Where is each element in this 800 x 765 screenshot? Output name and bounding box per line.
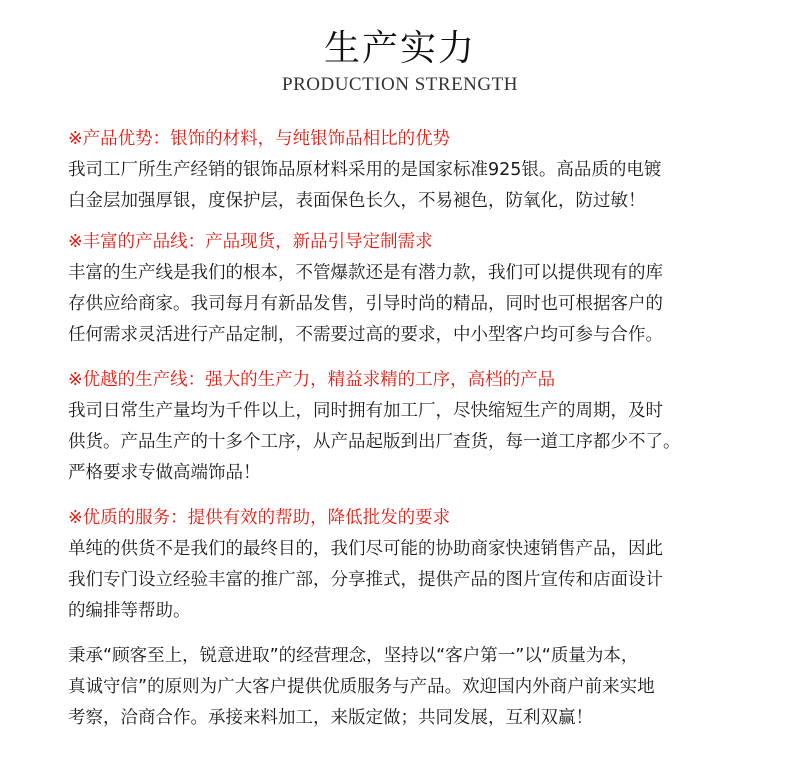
closing-line: 真诚守信”的原则为广大客户提供优质服务与产品。欢迎国内外商户前来实地 xyxy=(68,677,655,697)
closing-line: 秉承“顾客至上，锐意进取”的经营理念，坚持以“客户第一”以“质量为本， xyxy=(68,646,639,666)
section-heading: ※优质的服务：提供有效的帮助，降低批发的要求 xyxy=(68,508,451,528)
section-service xyxy=(68,503,758,627)
closing-line: 考察，洽商合作。承接来料加工，来版定做；共同发展，互利双赢！ xyxy=(68,708,593,728)
section-product-advantage xyxy=(68,124,758,217)
section-heading: ※优越的生产线：强大的生产力，精益求精的工序，高档的产品 xyxy=(68,370,556,390)
body-line: 我司日常生产量均为千件以上，同时拥有加工厂，尽快缩短生产的周期，及时 xyxy=(68,401,663,421)
closing-statement xyxy=(68,641,768,734)
page-subtitle: PRODUCTION STRENGTH xyxy=(282,74,518,95)
body-line: 我们专门设立经验丰富的推广部，分享推式，提供产品的图片宣传和店面设计 xyxy=(68,570,663,590)
section-heading: ※丰富的产品线：产品现货，新品引导定制需求 xyxy=(68,232,433,252)
section-body xyxy=(68,396,758,489)
body-line: 供货。产品生产的十多个工序，从产品起版到出厂查货，每一道工序都少不了。 xyxy=(68,432,681,452)
body-line: 任何需求灵活进行产品定制，不需要过高的要求，中小型客户均可参与合作。 xyxy=(68,325,663,345)
sections-container xyxy=(68,124,758,637)
page-title: 生产实力 xyxy=(323,28,476,69)
section-body xyxy=(68,155,758,217)
body-line: 丰富的生产线是我们的根本，不管爆款还是有潜力款，我们可以提供现有的库 xyxy=(68,263,663,283)
body-line: 单纯的供货不是我们的最终目的，我们尽可能的协助商家快速销售产品，因此 xyxy=(68,539,663,559)
section-production-line xyxy=(68,365,758,489)
section-product-line xyxy=(68,227,758,351)
body-line: 我司工厂所生产经销的银饰品原材料采用的是国家标准925银。高品质的电镀 xyxy=(68,160,662,180)
body-line: 白金层加强厚银，度保护层，表面保色长久，不易褪色，防氧化，防过敏！ xyxy=(68,191,646,211)
section-heading: ※产品优势：银饰的材料，与纯银饰品相比的优势 xyxy=(68,129,451,149)
body-line: 严格要求专做高端饰品！ xyxy=(68,463,261,483)
section-body xyxy=(68,258,758,351)
section-body xyxy=(68,534,758,627)
body-line: 存供应给商家。我司每月有新品发售，引导时尚的精品，同时也可根据客户的 xyxy=(68,294,663,314)
body-line: 的编排等帮助。 xyxy=(68,601,191,621)
